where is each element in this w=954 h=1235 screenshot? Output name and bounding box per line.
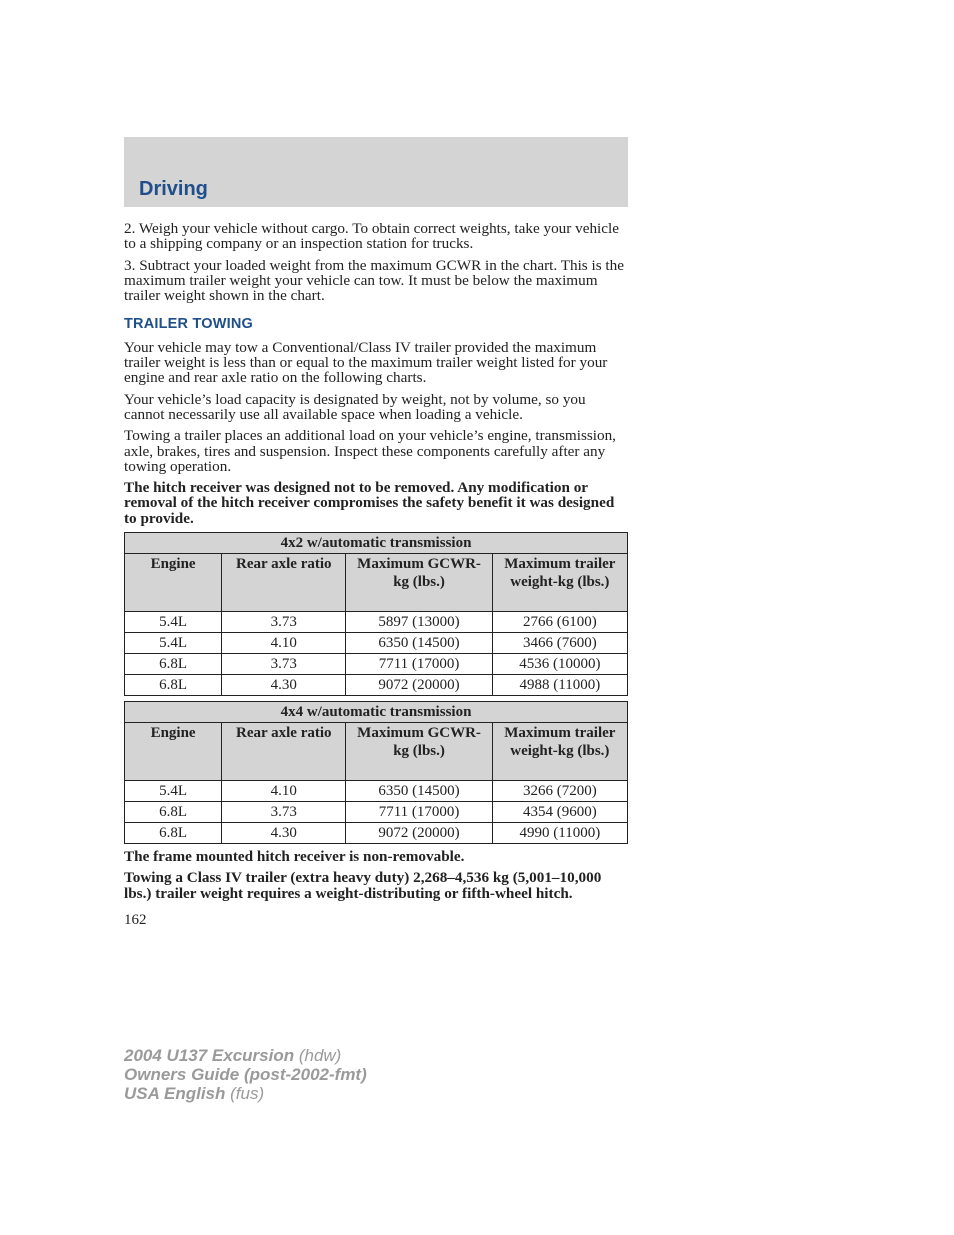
towing-load-paragraph: Towing a trailer places an additional load on your vehicle’s engine, transmission, axle, brakes, tires and suspension. Inspect these components carefully after any towing operation.: [124, 427, 616, 475]
table-row: [125, 781, 628, 802]
gcwr-cell: 5897 (13000): [346, 612, 492, 633]
gcwr-cell: 6350 (14500): [346, 633, 492, 654]
step-2-paragraph: 2. Weigh your vehicle without cargo. To obtain correct weights, take your vehicle to a shipping company or an inspection station for trucks.: [124, 220, 619, 253]
document-footer: [124, 1046, 367, 1103]
column-header-max-trailer-weight: Maximum trailer weight-kg (lbs.): [492, 554, 627, 612]
axle-ratio-cell: 3.73: [222, 654, 346, 675]
column-header-axle-ratio: Rear axle ratio: [222, 554, 346, 612]
trailer-weight-cell: 3466 (7600): [492, 633, 627, 654]
trailer-towing-heading: TRAILER TOWING: [124, 316, 253, 333]
footer-vehicle-name: 2004 U137 Excursion: [124, 1046, 295, 1065]
table-row: [125, 612, 628, 633]
gcwr-cell: 6350 (14500): [346, 781, 492, 802]
section-header-band: [124, 137, 628, 207]
table-caption: 4x4 w/automatic transmission: [125, 702, 628, 723]
footer-line-language: [124, 1084, 367, 1103]
trailer-weight-cell: 4988 (11000): [492, 675, 627, 696]
gcwr-cell: 9072 (20000): [346, 675, 492, 696]
engine-cell: 5.4L: [125, 781, 222, 802]
axle-ratio-cell: 4.10: [222, 633, 346, 654]
engine-cell: 6.8L: [125, 802, 222, 823]
footer-line-guide: [124, 1065, 367, 1084]
gcwr-cell: 9072 (20000): [346, 823, 492, 844]
table-row: [125, 675, 628, 696]
axle-ratio-cell: 4.30: [222, 823, 346, 844]
towing-table-4x4: [124, 701, 628, 844]
page-number: 162: [124, 911, 147, 928]
column-header-axle-ratio: Rear axle ratio: [222, 723, 346, 781]
table-row: [125, 823, 628, 844]
footer-language: USA English: [124, 1084, 226, 1103]
frame-hitch-note: The frame mounted hitch receiver is non-removable.: [124, 848, 465, 866]
footer-guide-name: Owners Guide (post-2002-fmt): [124, 1065, 367, 1084]
step-3-paragraph: 3. Subtract your loaded weight from the maximum GCWR in the chart. This is the maximum trailer weight your vehicle can tow. It must be below the maximum trailer weight shown in the chart.: [124, 256, 624, 305]
table-row: [125, 633, 628, 654]
engine-cell: 6.8L: [125, 823, 222, 844]
column-header-max-trailer-weight: Maximum trailer weight-kg (lbs.): [492, 723, 627, 781]
towing-table-4x2: [124, 532, 628, 696]
footer-vehicle-code: (hdw): [294, 1046, 342, 1065]
table-caption: 4x2 w/automatic transmission: [125, 533, 628, 554]
table-row: [125, 802, 628, 823]
trailer-weight-cell: 4354 (9600): [492, 802, 627, 823]
column-header-engine: Engine: [125, 723, 222, 781]
footer-language-code: (fus): [225, 1084, 265, 1103]
page-content: [124, 221, 628, 928]
trailer-weight-cell: 2766 (6100): [492, 612, 627, 633]
axle-ratio-cell: 3.73: [222, 802, 346, 823]
class-iv-towing-note: Towing a Class IV trailer (extra heavy duty) 2,268–4,536 kg (5,001–10,000 lbs.) trailer weight requires a weight-distributing or fifth-wheel hitch.: [124, 869, 602, 902]
table-row: [125, 654, 628, 675]
hitch-warning: The hitch receiver was designed not to be removed. Any modification or removal of the hitch receiver compromises the safety benefit it was designed to provide.: [124, 479, 615, 527]
trailer-weight-cell: 3266 (7200): [492, 781, 627, 802]
trailer-weight-cell: 4536 (10000): [492, 654, 627, 675]
engine-cell: 6.8L: [125, 675, 222, 696]
engine-cell: 5.4L: [125, 633, 222, 654]
engine-cell: 5.4L: [125, 612, 222, 633]
gcwr-cell: 7711 (17000): [346, 654, 492, 675]
axle-ratio-cell: 4.30: [222, 675, 346, 696]
axle-ratio-cell: 3.73: [222, 612, 346, 633]
gcwr-cell: 7711 (17000): [346, 802, 492, 823]
footer-line-vehicle: [124, 1046, 367, 1065]
column-header-engine: Engine: [125, 554, 222, 612]
trailer-towing-paragraph: Your vehicle may tow a Conventional/Class IV trailer provided the maximum trailer weight is less than or equal to the maximum trailer weight listed for your engine and rear axle ratio on the following charts.: [124, 338, 608, 387]
load-capacity-paragraph: Your vehicle’s load capacity is designated by weight, not by volume, so you cannot necessarily use all available space when loading a vehicle.: [124, 390, 586, 423]
column-header-max-gcwr: Maximum GCWR-kg (lbs.): [346, 723, 492, 781]
section-title: Driving: [139, 178, 208, 200]
axle-ratio-cell: 4.10: [222, 781, 346, 802]
trailer-weight-cell: 4990 (11000): [492, 823, 627, 844]
engine-cell: 6.8L: [125, 654, 222, 675]
column-header-max-gcwr: Maximum GCWR-kg (lbs.): [346, 554, 492, 612]
